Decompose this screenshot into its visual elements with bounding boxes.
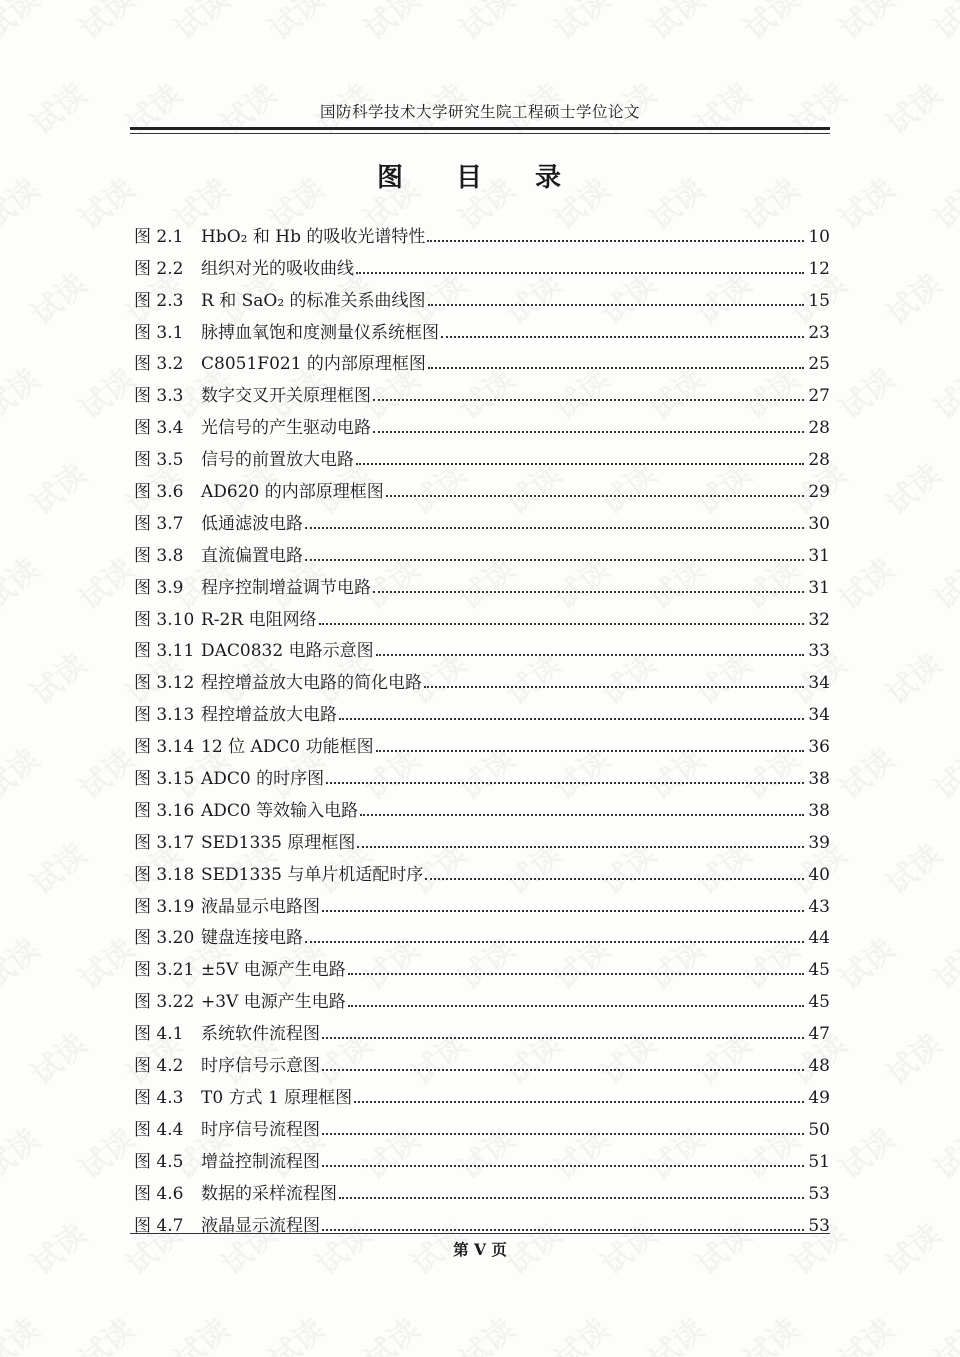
watermark-text	[923, 356, 960, 428]
page-ref: 29	[808, 482, 830, 503]
watermark-text	[923, 0, 960, 48]
watermark-text	[20, 261, 94, 333]
figure-caption: 时序信号示意图	[201, 1056, 320, 1077]
watermark-text	[20, 451, 94, 523]
figure-number: 图 4.1	[134, 1024, 184, 1045]
page-title: 图 目 录	[376, 163, 584, 193]
figure-caption: 数字交叉开关原理框图	[201, 386, 371, 407]
figure-caption: HbO₂ 和 Hb 的吸收光谱特性	[201, 226, 426, 247]
page-ref: 49	[808, 1087, 830, 1108]
watermark-text	[68, 356, 142, 428]
toc-entry[interactable]	[134, 342, 830, 374]
dot-leader	[360, 813, 804, 816]
figure-number: 图 2.2	[134, 258, 184, 279]
figure-list	[134, 214, 830, 1235]
figure-number: 图 3.7	[134, 513, 184, 534]
figure-caption: AD620 的内部原理框图	[201, 482, 384, 503]
dot-leader	[424, 685, 804, 688]
figure-caption: +3V 电源产生电路	[201, 992, 346, 1013]
page-ref: 44	[808, 928, 830, 949]
figure-number: 图 2.1	[134, 226, 184, 247]
toc-entry[interactable]	[134, 979, 830, 1011]
dot-leader	[305, 526, 804, 529]
toc-entry[interactable]	[134, 756, 830, 788]
watermark-text	[875, 641, 949, 713]
toc-entry[interactable]	[134, 310, 830, 342]
figure-caption: 12 位 ADC0 功能框图	[201, 737, 374, 758]
figure-caption: 程控增益放大电路的简化电路	[201, 673, 422, 694]
figure-number: 图 3.22	[134, 992, 195, 1013]
page-ref: 34	[808, 705, 830, 726]
watermark-text	[923, 736, 960, 808]
figure-number: 图 4.2	[134, 1056, 184, 1077]
figure-number: 图 4.4	[134, 1119, 184, 1140]
page-number: 第 V 页	[453, 1240, 507, 1259]
toc-entry[interactable]	[134, 1203, 830, 1235]
dot-leader	[373, 398, 804, 401]
header-rule-thick	[130, 127, 830, 130]
toc-entry[interactable]	[134, 629, 830, 661]
toc-entry[interactable]	[134, 246, 830, 278]
dot-leader	[322, 1228, 804, 1231]
dot-leader	[354, 1100, 804, 1103]
figure-caption: DAC0832 电路示意图	[201, 641, 374, 662]
watermark-text	[68, 546, 142, 618]
toc-entry[interactable]	[134, 565, 830, 597]
toc-entry[interactable]	[134, 788, 830, 820]
dot-leader	[427, 239, 804, 242]
figure-number: 图 3.13	[134, 705, 195, 726]
figure-caption: ADC0 的时序图	[201, 769, 325, 790]
figure-number: 图 3.1	[134, 322, 184, 343]
figure-caption: R-2R 电阻网络	[201, 609, 317, 630]
watermark-text	[68, 1306, 142, 1357]
figure-number: 图 3.3	[134, 386, 184, 407]
figure-caption: 液晶显示电路图	[201, 896, 320, 917]
toc-entry[interactable]	[134, 1139, 830, 1171]
watermark-text	[875, 831, 949, 903]
watermark-text	[828, 0, 902, 48]
watermark-text	[68, 1116, 142, 1188]
dot-leader	[357, 845, 804, 848]
toc-entry[interactable]	[134, 373, 830, 405]
figure-caption: SED1335 原理框图	[201, 832, 356, 853]
watermark-text	[20, 71, 94, 143]
page-ref: 27	[808, 386, 830, 407]
toc-entry[interactable]	[134, 947, 830, 979]
figure-number: 图 4.6	[134, 1183, 184, 1204]
dot-leader	[339, 1196, 804, 1199]
watermark-text	[0, 0, 47, 48]
watermark-text	[0, 1306, 47, 1357]
figure-number: 图 3.5	[134, 450, 184, 471]
page-ref: 38	[808, 800, 830, 821]
dot-leader	[322, 1068, 804, 1071]
page-ref: 47	[808, 1024, 830, 1045]
watermark-text	[163, 0, 237, 48]
figure-number: 图 3.4	[134, 418, 184, 439]
watermark-text	[353, 1306, 427, 1357]
dot-leader	[373, 590, 804, 593]
figure-caption: 键盘连接电路	[201, 928, 303, 949]
watermark-text	[68, 736, 142, 808]
figure-caption: C8051F021 的内部原理框图	[201, 354, 426, 375]
watermark-text	[875, 451, 949, 523]
toc-entry[interactable]	[134, 1011, 830, 1043]
page-ref: 12	[808, 258, 830, 279]
page-ref: 45	[808, 992, 830, 1013]
page-ref: 43	[808, 896, 830, 917]
watermark-text	[923, 1306, 960, 1357]
dot-leader	[356, 271, 804, 274]
dot-leader	[356, 462, 804, 465]
dot-leader	[305, 940, 804, 943]
page-ref: 30	[808, 513, 830, 534]
figure-number: 图 3.10	[134, 609, 195, 630]
footer-rule	[130, 1233, 830, 1234]
dot-leader	[376, 749, 804, 752]
dot-leader	[386, 494, 804, 497]
page-ref: 23	[808, 322, 830, 343]
watermark-text	[828, 546, 902, 618]
dot-leader	[373, 430, 804, 433]
toc-entry[interactable]	[134, 884, 830, 916]
figure-number: 图 3.6	[134, 482, 184, 503]
dot-leader	[348, 972, 804, 975]
figure-caption: SED1335 与单片机适配时序	[201, 864, 424, 885]
watermark-text	[0, 926, 47, 998]
toc-entry[interactable]	[134, 1107, 830, 1139]
toc-entry[interactable]	[134, 469, 830, 501]
page-ref: 34	[808, 673, 830, 694]
watermark-text	[448, 1306, 522, 1357]
figure-caption: 脉搏血氧饱和度测量仪系统框图	[201, 322, 439, 343]
watermark-text	[923, 546, 960, 618]
figure-caption: 低通滤波电路	[201, 513, 303, 534]
watermark-text	[923, 926, 960, 998]
watermark-text	[20, 1021, 94, 1093]
dot-leader	[322, 1132, 804, 1135]
figure-caption: R 和 SaO₂ 的标准关系曲线图	[201, 290, 426, 311]
watermark-text	[20, 641, 94, 713]
dot-leader	[322, 909, 804, 912]
dot-leader	[319, 622, 804, 625]
watermark-text	[258, 0, 332, 48]
watermark-text	[543, 1306, 617, 1357]
toc-entry[interactable]	[134, 852, 830, 884]
figure-caption: 数据的采样流程图	[201, 1183, 337, 1204]
watermark-text	[353, 0, 427, 48]
toc-entry[interactable]	[134, 692, 830, 724]
figure-caption: ADC0 等效输入电路	[201, 800, 359, 821]
watermark-text	[828, 1306, 902, 1357]
watermark-text	[68, 926, 142, 998]
watermark-text	[875, 261, 949, 333]
page-ref: 10	[808, 226, 830, 247]
watermark-text	[828, 356, 902, 428]
header-rule-thin	[130, 133, 830, 134]
page-ref: 50	[808, 1119, 830, 1140]
watermark-text	[0, 1116, 47, 1188]
toc-entry[interactable]	[134, 820, 830, 852]
figure-number: 图 4.7	[134, 1215, 184, 1236]
page-ref: 31	[808, 545, 830, 566]
watermark-text	[0, 546, 47, 618]
watermark-text	[0, 736, 47, 808]
figure-caption: ±5V 电源产生电路	[201, 960, 346, 981]
figure-number: 图 3.19	[134, 896, 195, 917]
page-ref: 48	[808, 1056, 830, 1077]
page-ref: 53	[808, 1183, 830, 1204]
toc-entry[interactable]	[134, 1075, 830, 1107]
page-ref: 51	[808, 1151, 830, 1172]
figure-number: 图 3.20	[134, 928, 195, 949]
watermark-text	[875, 71, 949, 143]
figure-caption: 程控增益放大电路	[201, 705, 337, 726]
figure-number: 图 2.3	[134, 290, 184, 311]
watermark-text	[0, 356, 47, 428]
figure-number: 图 3.14	[134, 737, 195, 758]
watermark-text	[68, 0, 142, 48]
figure-number: 图 3.11	[134, 641, 195, 662]
watermark-text	[733, 0, 807, 48]
watermark-text	[923, 1116, 960, 1188]
dot-leader	[428, 303, 804, 306]
page-ref: 28	[808, 450, 830, 471]
dot-leader	[339, 717, 804, 720]
figure-caption: T0 方式 1 原理框图	[201, 1087, 353, 1108]
page-ref: 28	[808, 418, 830, 439]
figure-number: 图 3.18	[134, 864, 195, 885]
watermark-text	[20, 831, 94, 903]
figure-number: 图 3.17	[134, 832, 195, 853]
figure-number: 图 3.8	[134, 545, 184, 566]
page-ref: 53	[808, 1215, 830, 1236]
running-header: 国防科学技术大学研究生院工程硕士学位论文	[319, 103, 640, 121]
figure-number: 图 3.21	[134, 960, 195, 981]
dot-leader	[441, 335, 804, 338]
dot-leader	[425, 877, 804, 880]
toc-entry[interactable]	[134, 214, 830, 246]
watermark-text	[828, 736, 902, 808]
toc-entry[interactable]	[134, 916, 830, 948]
page-ref: 36	[808, 737, 830, 758]
page-ref: 39	[808, 832, 830, 853]
watermark-text	[733, 1306, 807, 1357]
dot-leader	[322, 1036, 804, 1039]
dot-leader	[305, 558, 804, 561]
figure-caption: 增益控制流程图	[201, 1151, 320, 1172]
figure-caption: 液晶显示流程图	[201, 1215, 320, 1236]
page-ref: 25	[808, 354, 830, 375]
dot-leader	[376, 653, 804, 656]
page-ref: 38	[808, 769, 830, 790]
watermark-text	[828, 926, 902, 998]
watermark-text	[163, 1306, 237, 1357]
dot-leader	[348, 1004, 804, 1007]
page-ref: 45	[808, 960, 830, 981]
page-ref: 31	[808, 577, 830, 598]
watermark-text	[258, 1306, 332, 1357]
toc-entry[interactable]	[134, 1171, 830, 1203]
toc-entry[interactable]	[134, 1043, 830, 1075]
figure-number: 图 3.12	[134, 673, 195, 694]
toc-entry[interactable]	[134, 437, 830, 469]
watermark-text	[638, 0, 712, 48]
watermark-text	[638, 1306, 712, 1357]
figure-caption: 组织对光的吸收曲线	[201, 258, 354, 279]
toc-entry[interactable]	[134, 405, 830, 437]
watermark-text	[875, 1021, 949, 1093]
figure-number: 图 4.5	[134, 1151, 184, 1172]
toc-entry[interactable]	[134, 278, 830, 310]
figure-number: 图 3.15	[134, 769, 195, 790]
toc-entry[interactable]	[134, 724, 830, 756]
figure-caption: 直流偏置电路	[201, 545, 303, 566]
toc-entry[interactable]	[134, 533, 830, 565]
page-ref: 33	[808, 641, 830, 662]
figure-caption: 信号的前置放大电路	[201, 450, 354, 471]
figure-number: 图 3.9	[134, 577, 184, 598]
toc-entry[interactable]	[134, 597, 830, 629]
figure-number: 图 3.2	[134, 354, 184, 375]
page-ref: 15	[808, 290, 830, 311]
watermark-text	[828, 1116, 902, 1188]
figure-number: 图 3.16	[134, 800, 195, 821]
watermark-text	[543, 0, 617, 48]
toc-entry[interactable]	[134, 501, 830, 533]
dot-leader	[322, 1164, 804, 1167]
watermark-text	[448, 0, 522, 48]
page-ref: 32	[808, 609, 830, 630]
figure-caption: 时序信号流程图	[201, 1119, 320, 1140]
figure-caption: 程序控制增益调节电路	[201, 577, 371, 598]
dot-leader	[428, 366, 804, 369]
figure-caption: 系统软件流程图	[201, 1024, 320, 1045]
figure-caption: 光信号的产生驱动电路	[201, 418, 371, 439]
figure-number: 图 4.3	[134, 1087, 184, 1108]
dot-leader	[326, 781, 804, 784]
page-ref: 40	[808, 864, 830, 885]
toc-entry[interactable]	[134, 660, 830, 692]
